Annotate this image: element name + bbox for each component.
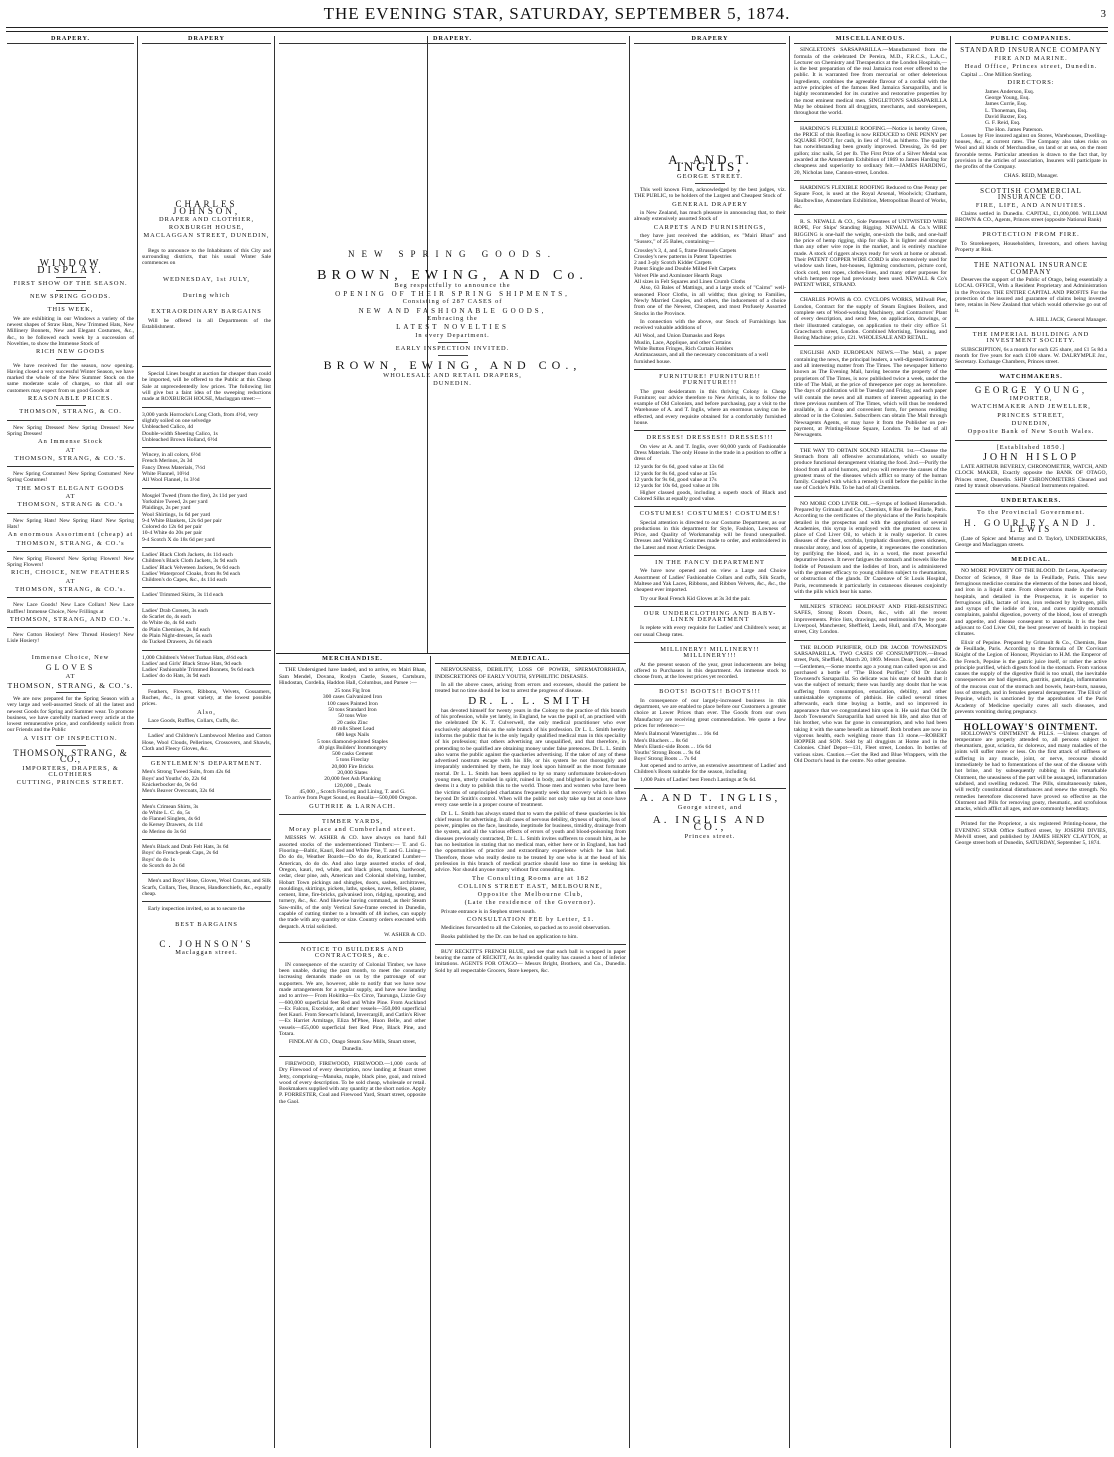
masthead: THE EVENING STAR, SATURDAY, SEPTEMBER 5, 1874. — [323, 4, 791, 23]
firm-name: GUTHRIE & LARNACH. — [309, 802, 396, 810]
price-list: Ladies' Black Cloth Jackets, 4s 11d each Children's Black Cloth Jackets, 3s 9d each Ladies' Black Velveteen Jackets, 9s 6d each Ladies' Waterproof Cloaks, from 8s 9d each Children's do Capes, &c., 4s 11d each Ladies' Trimmed Skirts, 3s 11d each Ladies' Drab Corsets, 3s each do Scarlet do, 4s each do White do, 4s 6d each do Plain Chemises, 2s 8d each do Plain Night-dresses, 5s each do Tucked Drawers, 2s 6d each 1,000 Children's Velvet Turban Hats, 4½d each Ladies' and Girls' Black Straw Hats, 9d each Ladies' Fashionable Trimmed Bonnets, 9s 6d each Ladies' do do Hats, 3s 9d each — [142, 552, 271, 680]
ad-paragraph: At the present season of the year, great inducements are being offered to Purchasers in this department. An immense stock to choose from, at the lowest prices yet recorded. — [634, 661, 786, 681]
ad-line: Maclaggan street. — [175, 949, 238, 957]
ad-line: [Established 1850.] — [996, 443, 1066, 451]
ad-paragraph: We have received for the season, now opening. Having closed a very successful Winter Season, we have marked the whole of the New Summer Stock on the same moderate scale of charges, so that all our customers may expect from us good Goods at — [7, 362, 134, 394]
ad-paragraph: Just opened and to arrive, an extensive assortment of Ladies' and Children's Boots suitable for the season, including — [634, 762, 786, 776]
ad-paragraph: Try our Real French Kid Gloves at 3s 3d the pair. — [640, 595, 751, 602]
ad-paragraph: they have just received the addition, ex "Mairi Bhan" and "Sussex," of 25 Bales, containing— — [634, 232, 786, 246]
ad-paragraph: Early inspection invited, so as to secure the — [148, 906, 245, 913]
masthead-rule — [6, 27, 1108, 28]
ad-line: EXTRAORDINARY BARGAINS — [151, 308, 262, 316]
ad-title: THE NATIONAL INSURANCE COMPANY — [973, 261, 1089, 276]
ad-line: AT — [65, 493, 76, 501]
ad-paragraph: On view at A. and T. Inglis, over 60,000 yards of Fashionable Dress Materials. The only House in the trade in a position to offer a dress of — [634, 443, 786, 463]
ad-paragraph: 1,000 Pairs of Ladies' best French Lastings at 9s 6d. — [640, 777, 757, 784]
ad-paragraph: In connection with the above, our Stock of Furnishings has received valuable additions of — [634, 318, 786, 332]
ad-line: A VISIT OF INSPECTION. — [23, 734, 118, 742]
ad-line: DUNEDIN, — [1011, 419, 1051, 427]
ad-title: PROTECTION FROM FIRE. — [982, 231, 1080, 239]
merchandise-column — [276, 656, 429, 1446]
ad-paragraph: (Late of Spicer and Murray and D. Taylor), UNDERTAKERS, George and Maclaggan streets. — [955, 535, 1107, 548]
ad-paragraph: THE Undersigned have landed, and to arrive, ex Mairi Bhan, Sam Mendel, Dovana, Roslyn Castle, Sussex, Cartsburn, Hindostan, Cordelia, Haddon Hall, Columbus, and Parsee :— — [279, 667, 426, 686]
ad-line: REASONABLE PRICES. — [27, 395, 114, 403]
ad-paragraph: Claims settled in Dunedin. CAPITAL, £1,000,000. WILLIAM BROWN & CO., Agents, Princes street (opposite National Bank) — [955, 210, 1107, 224]
ad-paragraph: NO MORE POVERTY OF THE BLOOD. Dr Leras, Apothecary Doctor of Science, 8 Rue de la Feuillade, Paris. This new ferruginous medicine contains the elements of the bones and blood, and iron in a liquid state. From observations made in the Paris hospitals, and detailed in the Prospectus, it is superior to ferruginous pills, lactate of iron, iron reduced by hydrogen, pills and syrups of the iodide of iron, and cures rapidly stomach complaints, painful digestion, poverty of the blood, loss of strength and appetite, and disease consequent to anaemia. It is the best adjuvant to Cod Liver Oil, the best preserver of health in tropical climates. — [955, 568, 1107, 638]
ad-line: Head Office, Princes street, Dunedin. — [964, 62, 1098, 70]
ad-title: BROWN, EWING, AND CO., — [323, 358, 582, 373]
ad-line: New Cotton Hosiery! New Thread Hosiery! New Lisle Hosiery! — [7, 632, 134, 645]
ad-paragraph: IN consequence of the scarcity of Colonial Timber, we have been unable, during the past month, to meet the constantly increasing demands made on us by the patronage of our supporters. We are, however, able to notify that we have now made arrangements for a regular supply, and have now landing and to arrive— From Hokitika—Ex Circe, Taurunga, Lizzie Guy—600,000 superficial feet Red and White Pine. From Auckland—Ex Falcon, Excelsior, and other vessels—350,000 superficial feet Kauri. From Stewart's Island, Invercargill, and Catlin's River—Ex Harriet Armitage, Eliza M'Phee, Huon Belle, and other vessels—455,000 superficial feet Red Pine, Black Pine, and Totara. — [279, 961, 426, 1038]
ad-line: WATCHMAKER AND JEWELLER, — [971, 403, 1091, 411]
section-header: PUBLIC COMPANIES. — [955, 36, 1107, 44]
ad-paragraph: MILNER'S STRONG HOLDFAST AND FIRE-RESISTING SAFES, Strong Room Doors, &c., with all the recent improvements. Price lists, drawings, and testimonials free by post. Liverpool, Manchester, Sheffield, Leeds, Hull, and 47A, Moorgate street, City London. — [794, 604, 947, 636]
director-list: James Anderson, Esq. George Young, Esq. James Currie, Esq. L. Thoneman, Esq. David Baxter, Esq. G. F. Reid, Esq. The Hon. James Paterson. — [985, 88, 1044, 133]
ad-title: WINDOW DISPLAY. — [37, 258, 104, 276]
section-header: DRAPERY. — [279, 36, 626, 44]
ad-line: Embracing the — [427, 315, 478, 323]
ad-title: CHARLES JOHNSON, — [172, 199, 241, 216]
ad-line: New Spring Dresses! New Spring Dresses! New Spring Dresses! — [7, 424, 134, 437]
ad-paragraph: In consequence of our largely-increased business in this department, we are enabled to place before our Customers a greater choice at Lower Prices than ever. The Goods from our own Manufactory are receiving great commendation. We quote a few prices for reference:— — [634, 697, 786, 729]
ad-paragraph: FIREWOOD, FIREWOOD, FIREWOOD.—1,000 cords of Dry Firewood of every description, now landing at Stuart street Jetty, comprising—Manuka, maple, black pine, goai, and mixed wood of every description. To be sold cheap, wholesale or retail. Bookmakers supplied with any quantity at the short notice. Apply P. FORRESTER, Coal and Firewood Yard, Stuart street, opposite the Gaol. — [279, 1060, 426, 1105]
ad-line: During which — [182, 291, 231, 299]
section-header: MERCHANDISE. — [279, 656, 426, 664]
ad-paragraph: Begs to announce to the Inhabitants of this City and surrounding districts, that his usual Winter Sale commences on — [142, 247, 271, 267]
ad-paragraph: We are exhibiting in our Windows a variety of the newest shapes of Straw Hats, New Trimmed Hats, New Millinery Bonnets, New and Elegant Costumes, &c., &c., to be followed each week by a succession of Novelties, to show the Immense Stock of — [7, 315, 134, 347]
ad-line: RICH, CHOICE, NEW FEATHERS — [10, 569, 131, 577]
ad-line: George street, and — [677, 803, 743, 811]
ad-line: New Spring Flowers! New Spring Flowers! New Spring Flowers! — [7, 555, 134, 569]
ad-line: CONSULTATION FEE by Letter, £1. — [466, 915, 595, 923]
ad-paragraph: Ladies' and Children's Lambswool Merino and Cotton Hose, Wool Clouds, Pellerines, Crossovers, and Shawls, Cloth and Fleecy Gloves, &c. — [142, 733, 271, 752]
ad-line: NEW SPRING GOODS. — [30, 293, 111, 301]
ad-line: Beg respectfully to announce the — [394, 281, 511, 289]
firm-name: FINDLAY & CO., Otago Steam Saw Mills, Stuart street, Dunedin. — [288, 1039, 417, 1052]
ad-line: Princes street. — [684, 832, 736, 840]
ad-paragraph: The great desideratum in this thriving Colony is Cheap Furniture; our advice therefore to New Arrivals, is to follow the example of Old Colonists, and before purchasing, pay a visit to the Warehouse of A. and T. Inglis, where an enormous saving can be effected, and every requisite obtained for a comfortably furnished house. — [634, 388, 786, 426]
ad-paragraph: ENGLISH AND EUROPEAN NEWS.—The Mail, a paper containing the news, the principal leaders, a well-digested Summary and all interesting matter from The Times. The newspaper hitherto known as The Evening Mail, having become the property of the proprietors of The Times, is now published twice a week, under the title of The Mail, at the price of threepence per copy as heretofore. The days of publication will be Tuesday and Friday, and each paper will contain the news and all matters of interest appearing in the three previous numbers of The Times, which will thus be rendered available, in a cheap and convenient form, for persons residing abroad or in the Colonies. Subscribers can obtain The Mail through Newsagents Agents, or may have it from the Publisher on pre-payment, at Printing-House Square, London. To be had of all Newsagents. — [794, 350, 947, 439]
ad-line: IMPORTER, — [1009, 395, 1053, 403]
ad-paragraph: Books published by the Dr. can be had on application to him. — [441, 933, 578, 940]
ad-line: NEW SPRING GOODS. — [347, 249, 558, 260]
masthead-rule-2 — [6, 31, 1108, 32]
section-header: UNDERTAKERS. — [955, 498, 1107, 506]
ad-line: THE MOST ELEGANT GOODS — [16, 484, 125, 492]
price-list: 25 tons Fig Iron 300 cases Galvanized Iron 100 cases Painted Iron 50 tons Standard Iron 50 tons Wire 20 casks Zinc 40 rolls Sheet Lead 680 kegs Nails 5 tons diamond-pointed Staples 40 pigs Builders' Ironmongery 500 casks Cement 5 tons Fireclay 20,000 Fire Bricks 20,000 Slates 20,000 feet Ash Planking 120,000 ,, Deals 45,000 ,, Scotch Flooring and Lining, T. and G. — [299, 688, 406, 795]
firm-name: THOMSON, STRANG, & CO. — [19, 408, 122, 416]
section-header: MISCELLANEOUS. — [794, 36, 947, 44]
ad-line: New Spring Hats! New Spring Hats! New Spring Hats! — [7, 517, 134, 530]
column-divider — [629, 36, 630, 1448]
price-list: 3,000 yards Horrocks's Long Cloth, from 4½d, very slightly soiled on one selvedge Unbleached Calico, 4d Double-width Sheeting Calico, 1s Unbleached Brown Holland, 6½d Wincey, in all colors, 6½d French Merinos, 2s 3d Fancy Dress Materials, 7½d White Flannel, 10½d All Wool Flannel, 1s 3½d Mosgiel Tweed (from the fire), 2s 11d per yard Yorkshire Tweed, 2s per yard Plaidings, 2s per yard Wool Shirtings, 1s 6d per yard 9-4 White Blankets, 12s 6d per pair Colored do 12s 6d per pair 10-4 White do 20s per pair 9-4 Scotch X do 18s 6d per yard — [142, 412, 271, 543]
ad-paragraph: Feathers, Flowers, Ribbons, Velvets, Gossamers, Ruches, &c., in great variety, at the lowest possible prices. — [142, 688, 271, 708]
ad-paragraph: THE WAY TO OBTAIN SOUND HEALTH. 1st.—Cleanse the Stomach from all offensive accumulations, which so usually produce functional derangement vitiating the food. 2nd.—Purify the blood from all acrid humors, and you will remove the causes of the greatest mass of the diseases which afflict so many of the human family. Coupled with which a remedy is still before the public in the use of Cockle's Pills. To be had of all Chemists. — [794, 447, 947, 492]
ad-line: MACLAGGAN STREET, DUNEDIN, — [143, 232, 270, 240]
ad-paragraph: This well known Firm, acknowledged by the best judges, viz. THE PUBLIC, to be holders of the Largest and Cheapest Stock of — [634, 187, 786, 200]
ad-paragraph: R. S. NEWALL & CO., Sole Patentees of UNTWISTED WIRE ROPE, For Ships' Standing Rigging. NEWALL & Co.'s WIRE RIGGING is one-half the weight, one-sixth the bulk, and one-half the price of hemp rigging, ship for ship. It is lighter and stronger than any other wire rope in the market, and is entirely machine made. A stock of riggers always ready for work at home or abroad. Their PATENT COPPER WIRE CORD is also extensively used for window sash lines, hot-houses, lightning conductors, picture cord, clock cord, tent ropes, clothes-lines, and many other purposes for which hempen rope had previously been used. NEWALL & Co's PATENT WIRE, STRAND. — [794, 219, 947, 289]
section-header: DRAPERY — [634, 36, 786, 44]
ad-line: (Late the residence of the Governor). — [464, 899, 597, 907]
ad-line: Capital ... One Million Sterling. — [961, 72, 1033, 79]
ad-line: AT — [65, 577, 76, 585]
ad-paragraph: Deserves the support of the Public of Otago, being essentially a LOCAL OFFICE, With a Resident Proprietary and Administration in the Province. THE ENTIRE CAPITAL AND PROFITS For the protection of the insured and guarantee of claims being invested here, retains in New Zealand that which would otherwise go out of it. — [955, 276, 1107, 315]
ad-line: DIRECTORS: — [1007, 79, 1055, 87]
ad-line: GEORGE STREET. — [676, 172, 744, 180]
ad-line: IN THE FANCY DEPARTMENT — [655, 559, 765, 567]
ad-paragraph: HARDING'S FLEXIBLE ROOFING.—Notice is hereby Given, the PRICE of this Roofing is now REDUCED to ONE PENNY per SQUARE FOOT, for cash, in lieu of 1½d, as hitherto. The quality has notwithstanding been greatly improved. Dressing, 2s 6d per gallon; zinc nails, 5d per lb. The First Prize of a Silver Medal was awarded at the Amsterdam Exhibition of 1869 to James Harding for cheapness and superiority to ordinary felt.—JAMES HARDING, 20, Nicholas lane, Cannon-street, London. — [794, 125, 947, 176]
firm-name: THOMSON, STRANG, & CO.'s — [16, 539, 125, 547]
ad-line: FURNITURE! FURNITURE!! FURNITURE!!! — [659, 372, 761, 387]
ad-line: Immense Choice, New — [31, 653, 110, 661]
section-header: MEDICAL. — [955, 557, 1107, 565]
column-4 — [631, 36, 789, 1448]
firm-name: THOMSON, STRANG, & CO.'s. — [7, 680, 134, 690]
ad-paragraph: NERVOUSNESS, DEBILITY, LOSS OF POWER, SPERMATORRHŒA, INDISCRETIONS OF EARLY YOUTH, SYPHILITIC DISEASES. — [435, 667, 626, 680]
ad-title: H. GOURLEY AND J. LEWIS — [964, 517, 1098, 535]
firm-name: THOMSON, STRANG, AND CO.'s. — [9, 615, 132, 623]
page-number: 3 — [1100, 8, 1106, 20]
ad-line: EARLY INSPECTION INVITED. — [395, 344, 510, 352]
ad-line: COSTUMES! COSTUMES! COSTUMES! — [639, 510, 781, 518]
ad-line: Also, — [197, 708, 216, 716]
ad-paragraph: SINGLETON'S SARSAPARILLA.—Manufactured from the formula of the celebrated Dr Pereira, M.D., F.R.C.S., L.A.C., Lecturer on Chemistry and Therapeutics at the London Hospitals,—is the best preparation of the real Jamaica root ever offered to the public. It is warranted free from mercurial or other deleterious ingredients, combines the agreeable flavour of a cordial with the active principles of the famous Red Jamaica Sarsaparilla, and is highly recommended for its curative and restorative properties by the most eminent medical men. SINGLETON'S SARSAPARILLA May be obtained from all druggists, merchants, and storekeepers, throughout the world. — [794, 47, 947, 117]
medical-column — [432, 656, 629, 1446]
firm-name: CHAS. REID, Manager. — [1003, 172, 1059, 179]
section-header: MEDICAL. — [435, 656, 626, 664]
ad-title: SCOTTISH COMMERCIAL INSURANCE CO. — [980, 186, 1082, 202]
column-divider — [950, 36, 951, 1448]
ad-line: MILLINERY! MILLINERY!! MILLINERY!!! — [660, 646, 760, 660]
ad-title: THE IMPERIAL BUILDING AND INVESTMENT SOCIETY. — [972, 330, 1090, 345]
ad-paragraph: HOLLOWAY'S OINTMENT & PILLS. —Unless changes of temperature are properly attended to, all persons subject to rheumatism, gout, sciatica, tic doloreux, and many maladies of the joints will suffer more or less. On the first attack of stiffness or suffering in any muscle, joint, or nerve, recourse should immediately be had to fomentations of the seat of the disease with hot brine, and by subsequently rubbing in this remarkable Ointment, the uneasiness of the part will be assuaged, inflammation subdued, and swelling reduced. The Pills, simultaneously taken, will rectify constitutional disturbances and renew the strength. No remedies heretofore discovered have proved so effective as the Ointment and Pills for removing gouty, rheumatic, and scrofulous attacks, which afflict all ages, and are commonly hereditary. — [955, 730, 1107, 813]
ad-paragraph: THE BLOOD PURIFIER, OLD DR JACOB TOWNSEND'S SARSAPARILLA. TWO CASES OF CONSUMPTION.—Bread street, Park, Sheffield, March 20, 1869. Messrs Dean, Steel, and Co.—Gentlemen,—Some months ago a young man called upon us and purchased a bottle of "The Blood Purifier," Old Dr Jacob Townsend's Sarsaparilla. So delicate was his state of health that it was the subject of remark; there was hardly any doubt that he was suffering from consumption, emaciation, debility, and other unmistakable symptoms of phthisis. He called several times afterwards, each time buying a bottle, and so improved in appearance that we congratulated him upon it. He said that Old Dr Jacob Townsend's Sarsaparilla had saved his life, and also that of his brother, who was far gone in consumption, and who had been taking it with the same benefit as himself. Both brothers are now in vigorous health, each weighing more than 13 stone.—ROBERT HOPPER and SON. Sold by all druggists at Home and in the Colonies. Chief Depot—131, Fleet street, London. In bottles of various sizes. Caution.—Get the Red and Blue Wrappers, with the Old Doctor's head in the centre. No other genuine. — [794, 644, 947, 764]
ad-line: GENTLEMEN'S DEPARTMENT. — [150, 760, 263, 768]
printer-imprint: Printed for the Proprietor, a six registered Printing-house, the EVENING STAR Office Stafford street, by JOSEPH DIVIES, Melvill street, and published by JAMES HENRY CLAYTON, at George street both of Dunedin, SATURDAY, September 5, 1874. — [955, 821, 1107, 847]
column-1 — [4, 36, 137, 1448]
ad-line: Opposite the Melbourne Club, — [477, 891, 584, 899]
section-header: DRAPERY. — [7, 36, 134, 44]
ad-paragraph: Also, 63 Bales of Mattings, and a large stock of "Cairns" well-seasoned Floor Cloths, in all widths; thus giving to Families, Newly Married Couples, and others, the inducement of a choice from one of the Newest, Cheapest, and most Profusely Assorted Stocks in the Province. — [634, 285, 786, 317]
ad-paragraph: Special Lines bought at auction far cheaper than could be imported, will be offered to the Public at this Cheap Sale at unprecedentedly low prices. The following list will give but a faint idea of the sweeping reductions made at ROXBURGH HOUSE, Maclaggan street:— — [142, 371, 271, 403]
ad-line: WEDNESDAY, 1st JULY, — [162, 275, 251, 283]
ad-line: An Immense Stock — [38, 438, 103, 446]
ad-paragraph: MESSRS W. ASHER & CO. have always on hand full assorted stocks of the undermentioned Timbers:— T. and G. Flooring—Baltic, Kauri, Red and White Pine, T. and G. Lining—Do do do, Weather Boards—Do do do, Rusticated Lumber—American, do do do. And also large assorted stocks of deal, Oregon, kauri, red, white, and black pines, totara, hardwood, cedar, clear pine, ash, American and Colonial shelving, lumber, Hobart Town pickings and shingles, doors, sashes, architraves, mouldings, skirtings, pickets, laths, spokes, naves, fellies, plaster, cement, lime, fire-bricks, galvanised iron, ridging, spouting, and turnery, &c., &c. And likewise having command, as their Steam Saw-mills, of the only Vertical Saw-frame erected in Dunedin, capable of cutting timber to a breadth of 48 inches, can supply the trade with any quantity or size. Country orders executed with despatch. A trial solicited. — [279, 835, 426, 930]
ad-paragraph: Medicines forwarded to all the Colonies, so packed as to avoid observation. — [441, 925, 611, 932]
ad-title: A. AND T. INGLIS, — [668, 152, 752, 174]
column-2 — [139, 36, 274, 1448]
ad-line: BEST BARGAINS — [175, 921, 238, 929]
ad-line: GENERAL DRAPERY — [672, 200, 748, 208]
firm-name: THOMSON, STRANG, & CO.'s. — [15, 585, 126, 593]
ad-line: FIRST SHOW OF THE SEASON. — [13, 279, 128, 287]
item-list: Crossley's 3, 4, and 5, frame Brussels Carpets Crossley's new patterns in Patent Tapestries 2 and 3-ply Scotch Kidder Carpets Patent Single and Double Milled Felt Carpets Velvet Pile and Axminster Hearth Rugs All sizes in Felt Squares and Linen Crumb Cloths — [634, 247, 746, 286]
ad-paragraph: Higher classed goods, including a superb stock of Black and Colored Silks at equally good value. — [634, 489, 786, 502]
section-header: DRAPERY — [142, 36, 271, 44]
ad-title: A. INGLIS AND CO., — [652, 814, 768, 833]
ad-line: DRAPER AND CLOTHIER, — [158, 215, 255, 223]
ad-paragraph: Will be offered in all Departments of the Establishment. — [142, 317, 271, 330]
ad-paragraph: Lace Goods, Ruffles, Collars, Cuffs, &c. — [148, 717, 240, 724]
ad-line: C. JOHNSON'S — [159, 938, 254, 949]
ad-line: CUTTING, PRINCES STREET. — [16, 779, 125, 787]
section-header: WATCHMAKERS. — [955, 374, 1107, 382]
ad-paragraph: LATE ARTHUR BEVERLY, CHRONOMETER, WATCH, AND CLOCK MAKER, Exactly opposite the BANK OF OTAGO, Princes street, Dunedin. SHIP CHRONOMETERS Cleaned and rated by transit observations. Nautical Instruments repaired. — [955, 464, 1107, 490]
ad-paragraph: To Storekeepers, Householders, Investors, and others having Property at Risk. — [955, 240, 1107, 254]
item-list: All Wool, and Union Damasks and Reps Muslin, Lace, Applique, and other Curtains White Button Fringes, Rich Curtain Holders Antimacassars, and all the necessary concomitants of a well furnished house. — [634, 333, 769, 365]
ad-paragraph: BUY RECKITT'S FRENCH BLUE, and see that each ball is wrapped in paper bearing the name of RECKITT, As its splendid quality has caused a host of inferior imitations. AGENTS FOR OTAGO— Messrs Bright, Brothers, and Co., Dunedin. Sold by all respectable Grocers, Store keepers, &c. — [435, 948, 626, 974]
ad-line: BOOTS! BOOTS!! BOOTS!!! — [659, 688, 761, 696]
ad-line: TIMBER YARDS, — [321, 817, 384, 825]
ad-paragraph: SUBSCRIPTION, 6s a month for each £25 share, and £1 5s 8d a month for five years for each £100 share. W. DALRYMPLE Jnr., Secretary. Exchange Chambers, Princes street. — [955, 346, 1107, 366]
ad-paragraph: has devoted himself for twenty years in the Colony to the practice of this branch of his profession, while yet lately, in England, he was the pupil of, an practised with the celebrated Dr K. T. Culverwell, the only medical practitioner who ever exclusively adopted this as the sole branch of his profession. Dr L. L. Smith hereby informs the public that he is the only legally qualified medical man in this speciality of his profession; that others advertising are unqualified, and that therefore, in pretending to be qualified are obtaining money under false pretences. Dr L. L. Smith also warns the public against the quackeries advertising. If the taker of any of these advertised nostrum escape with his life, or his system be not thoroughly and irreparably undermined by them, he may look upon himself as the most fortunate mortal. Dr L. L. Smith has been applied to by so many unfortunate broken-down young men, utterly crushed in spirit, ruined in body, and blighted in pocket, that he deems it a duty to publish this to the world. Those men and women who have been the victims of unprincipled charlatans frequently seek that recovery which is often beyond Dr Smith's control. When will the public not only take up but at once have every case settle in a proper course of treatment. — [435, 707, 626, 809]
ad-line: DUNEDIN. — [433, 379, 472, 387]
ad-paragraph: NO MORE COD LIVER OIL.—Syrups of Iodised Horseradish. Prepared by Grimault and Co., Chemists, 8 Rue de Feuillade, Paris. According to the certificates of the physicians of the Paris hospitals detailed in the prospectus and with the approbation of several Academies, this syrup is employed with the greatest success in place of Cod Liver Oil, to which it is really superior. It cures diseases of the chest, scrofula, lymphatic disorders, green sickness, muscular atony, and loss of appetite, it regenerates the constitution by purifying the blood, and is, in a word, the most powerful depurative known. It never fatigues the stomach and bowels like the Iodide of Potassium and the Iodides of Iron, and is administered with the greatest efficacy to young children subject to rheumatism, or obstruction of the glands. Dr Cazenave of St Louis Hospital, Paris, recommends it particularly in cutaneous diseases conjointly with the pills which bear his name. — [794, 500, 947, 595]
ad-line: OPENING OF THEIR SPRING SHIPMENTS, — [335, 290, 570, 299]
ad-paragraph: Dr L. L. Smith has always stated that to warn the public of these quackeries is his chief reason for advertising. In all cases of nervous debility, dryness of spirits, loss of power, pimples on the face, lassitude, ineptitude for business, timidity, drainage from the system, and all the various effects of errors of youth and blood-poisoning from diseases previously contracted, Dr L. L. Smith invites sufferers to consult him, as he has no hesitation in stating that no medical man, either here or in England, has had the opportunities of practice and extraordinary experience which he has had. Therefore, those who really desire to be treated by one who is at the head of his profession in this branch of medical practice should lose no time in seeking his advice. Nor should anyone marry without first consulting him. — [435, 810, 626, 874]
ad-line: New Spring Costumes! New Spring Costumes! New Spring Costumes! — [7, 471, 134, 484]
price-list: Men's Balmoral Watertights ... 16s 6d Men's Bluchers ... 8s 6d Men's Elastic-side Boots ... 16s 6d Youths' Strong Boots ... 9s 6d Boys' Strong Boots ... 7s 6d — [634, 731, 719, 763]
ad-paragraph: HARDING'S FLEXIBLE ROOFING Reduced to One Penny per Square Foot, is used at the Royal Arsenal, Woolwich; Chatham, Haulbowline, Amsterdam Exhibition, Metropolitan Board of Works, &c. — [794, 184, 947, 210]
ad-title: STANDARD INSURANCE COMPANY — [960, 46, 1102, 55]
ad-paragraph: To arrive from Puget Sound, ex Rosalia—500,000 Oregon. — [285, 795, 417, 802]
ad-line: GLOVES — [45, 663, 96, 673]
ad-line: Moray place and Cumberland street. — [288, 826, 417, 834]
firm-name: W. ASHER & CO. — [384, 931, 426, 938]
ad-title: A. AND T. INGLIS, — [639, 791, 781, 804]
ad-line: ROXBURGH HOUSE, — [168, 224, 245, 232]
ad-paragraph: Private entrance is in Stephen street south. — [441, 908, 536, 915]
ad-line: IMPORTERS, DRAPERS, & CLOTHIERS — [22, 764, 119, 778]
ad-title: DR. L. L. SMITH — [468, 695, 593, 708]
firm-name: THOMSON, STRANG, & CO.'S. — [14, 454, 127, 462]
column-6 — [952, 36, 1110, 1448]
ad-paragraph: In all the above cases, arising from errors and excesses, should the patient be treated but no time should be lost to arrest the progress of disease. — [435, 681, 626, 695]
ad-line: AT — [65, 446, 76, 454]
ad-paragraph: Elixir of Pepsine. Prepared by Grimault & Co., Chemists, Rue de Feuillade, Paris. According to the formula of Dr Corvisart Knight of the Legion of Honour, Physician to H.M. the Emperor of the French, Pepsine is the gastric juice itself, or rather the active principle purified, which digests food in the stomach. From various causes the supply of the digestive fluid is too small, the inevitable consequences are bad digestion, gastritis, gastralgia, inflammation of the mucous coat of the stomach and bowels, heart-burn, nausea, loss of strength, and in females general derangement. The Elixir of Pepsine, which is sanctioned by the approbation of the Paris Academy of Medicine specially cures all such diseases, and prevents vomiting during pregnancy. — [955, 639, 1107, 715]
ad-line: THIS WEEK, — [47, 306, 94, 314]
ad-line: PRINCES STREET, — [997, 411, 1065, 419]
ad-line: Consisting of 287 CASES of — [402, 298, 503, 306]
firm-name: THOMSON, STRANG & CO.'s — [17, 501, 124, 509]
ad-line: In every Department. — [415, 331, 490, 339]
ad-paragraph: We have now opened and on view a Large and Choice Assortment of Ladies' Fashionable Collars and cuffs, Silk Scarfs, Maltese and Yak Laces, Ribbons, and Ribbon Velvets, &c., &c., the cheapest ever imported. — [634, 568, 786, 594]
ad-title: BROWN, EWING, AND Co. — [317, 267, 588, 283]
ad-line: The Consulting Rooms are at 182 — [471, 874, 590, 882]
ad-line: FIRE, LIFE, AND ANNUITIES. — [975, 201, 1087, 209]
price-list: Men's Strong Tweed Suits, from 42s 6d Boys' and Youths' do, 22s 6d Knickerbocker do, 9s 6d Men's Beaver Overcoats, 32s 6d Men's Crimean Shirts, 3s do White L. C. do, 5s do Flannel Singlets, 4s 6d do Kersey Drawers, 4s 11d do Merino do 3s 6d Men's Black and Drab Felt Hats, 3s 6d Boys' do French-peak Caps, 2s 6d Boys' do do 1s do Scotch do 2s 6d — [142, 769, 271, 869]
ad-line: COLLINS STREET EAST, MELBOURNE, — [458, 882, 603, 890]
column-divider — [789, 36, 790, 1448]
ad-paragraph: Losses by Fire insured against on Stores, Warehouses, Dwelling-houses, &c., at current rates. The Company also takes risks on Wool and all kinds of Merchandise, on land or at sea, on the most favorable terms. Particular attention is drawn to the fact that, by provision in the articles of association, Insurers will participate in the profits of the Company. — [955, 132, 1107, 171]
firm-name: A. HILL JACK, General Manager. — [1029, 316, 1107, 323]
ad-paragraph: Men's and Boys' Hose, Gloves, Wool Cravats, and Silk Scarfs, Collars, Ties, Braces, Handkerchiefs, &c., equally cheap. — [142, 878, 271, 897]
ad-paragraph: Is replete with every requisite for Ladies' and Children's wear, at our usual Cheap rates. — [634, 625, 786, 638]
section-rule — [276, 653, 629, 654]
column-divider — [274, 36, 275, 1448]
column-divider — [137, 36, 138, 1448]
ad-title: GEORGE YOUNG, — [974, 384, 1088, 395]
firm-name: THOMSON, STRANG, & CO., — [13, 748, 128, 765]
ad-line: NOTICE TO BUILDERS AND CONTRACTORS, &c. — [300, 946, 405, 960]
ad-line: DRESSES! DRESSES!! DRESSES!!! — [646, 434, 774, 442]
ad-line: AT — [65, 673, 76, 681]
ad-line: OUR UNDERCLOTHING AND BABY-LINEN DEPARTMENT — [643, 609, 777, 624]
ad-paragraph: Special attention is directed to our Costume Department, as our productions in this department for Style, Fashion, Lowness of Price, and Quality of Workmanship will be found unequalled. Dresses and Walking Costumes made to order, and embroidered in the Latest and most Artistic Designs. — [634, 519, 786, 551]
ad-line: New Lace Goods! New Lace Collars! New Lace Ruffles! Immense Choice, New Frillings at — [7, 602, 134, 615]
ad-paragraph: We are now prepared for the Spring Season with a very large and well-assorted Stock of all the latest and newest Goods for Spring and Summer wear. To promote business, we have carefully marked every article at the lowest remunerative price, and confidently solicit from our Friends and the Public — [7, 695, 134, 734]
ad-line: NEW AND FASHIONABLE GOODS, — [358, 306, 547, 315]
ad-line: RICH NEW GOODS — [36, 348, 105, 356]
ad-paragraph: CHARLES POWIS & CO. CYCLOPS WORKS, Millwall Pier, London, Contract for the supply of Steam Engines Boilers, and complete sets of Wood-working Machinery, and Contractors' Plant of every description, and send free, on application, drawings, or their illustrated catalogue, on application to their city office 51 Gracechurch street, London. Combined Mortising, Tenoning, and Boring Machine; price, £21. WHOLESALE AND RETAIL. — [794, 297, 947, 342]
ad-line: An enormous Assortment (cheap) at — [7, 531, 134, 539]
column-3 — [276, 36, 629, 654]
ad-title: HOLLOWAY'S OINTMENT. — [963, 722, 1099, 733]
ad-line: FIRE AND MARINE. — [994, 54, 1068, 62]
ad-line: Opposite Bank of New South Wales. — [967, 428, 1095, 436]
ad-line: To the Provincial Government. — [976, 508, 1086, 516]
ad-line: CARPETS AND FURNISHINGS, — [653, 223, 767, 231]
ad-line: LATEST NOVELTIES — [396, 323, 509, 332]
ad-paragraph: in New Zealand, has much pleasure in announcing that, to their already extensively assorted Stock of — [634, 210, 786, 223]
column-divider — [430, 656, 431, 1448]
ad-line: WHOLESALE AND RETAIL DRAPERS, — [383, 371, 522, 379]
ad-title: JOHN HISLOP — [982, 451, 1080, 463]
price-list: 12 yards for 6s 6d, good value at 13s 6d 12 yards for 8s 6d, good value at 15s 12 yards for 9s 6d, good value at 17s 12 yards for 10s 6d, good value at 18s — [634, 464, 724, 490]
column-5 — [791, 36, 950, 1448]
